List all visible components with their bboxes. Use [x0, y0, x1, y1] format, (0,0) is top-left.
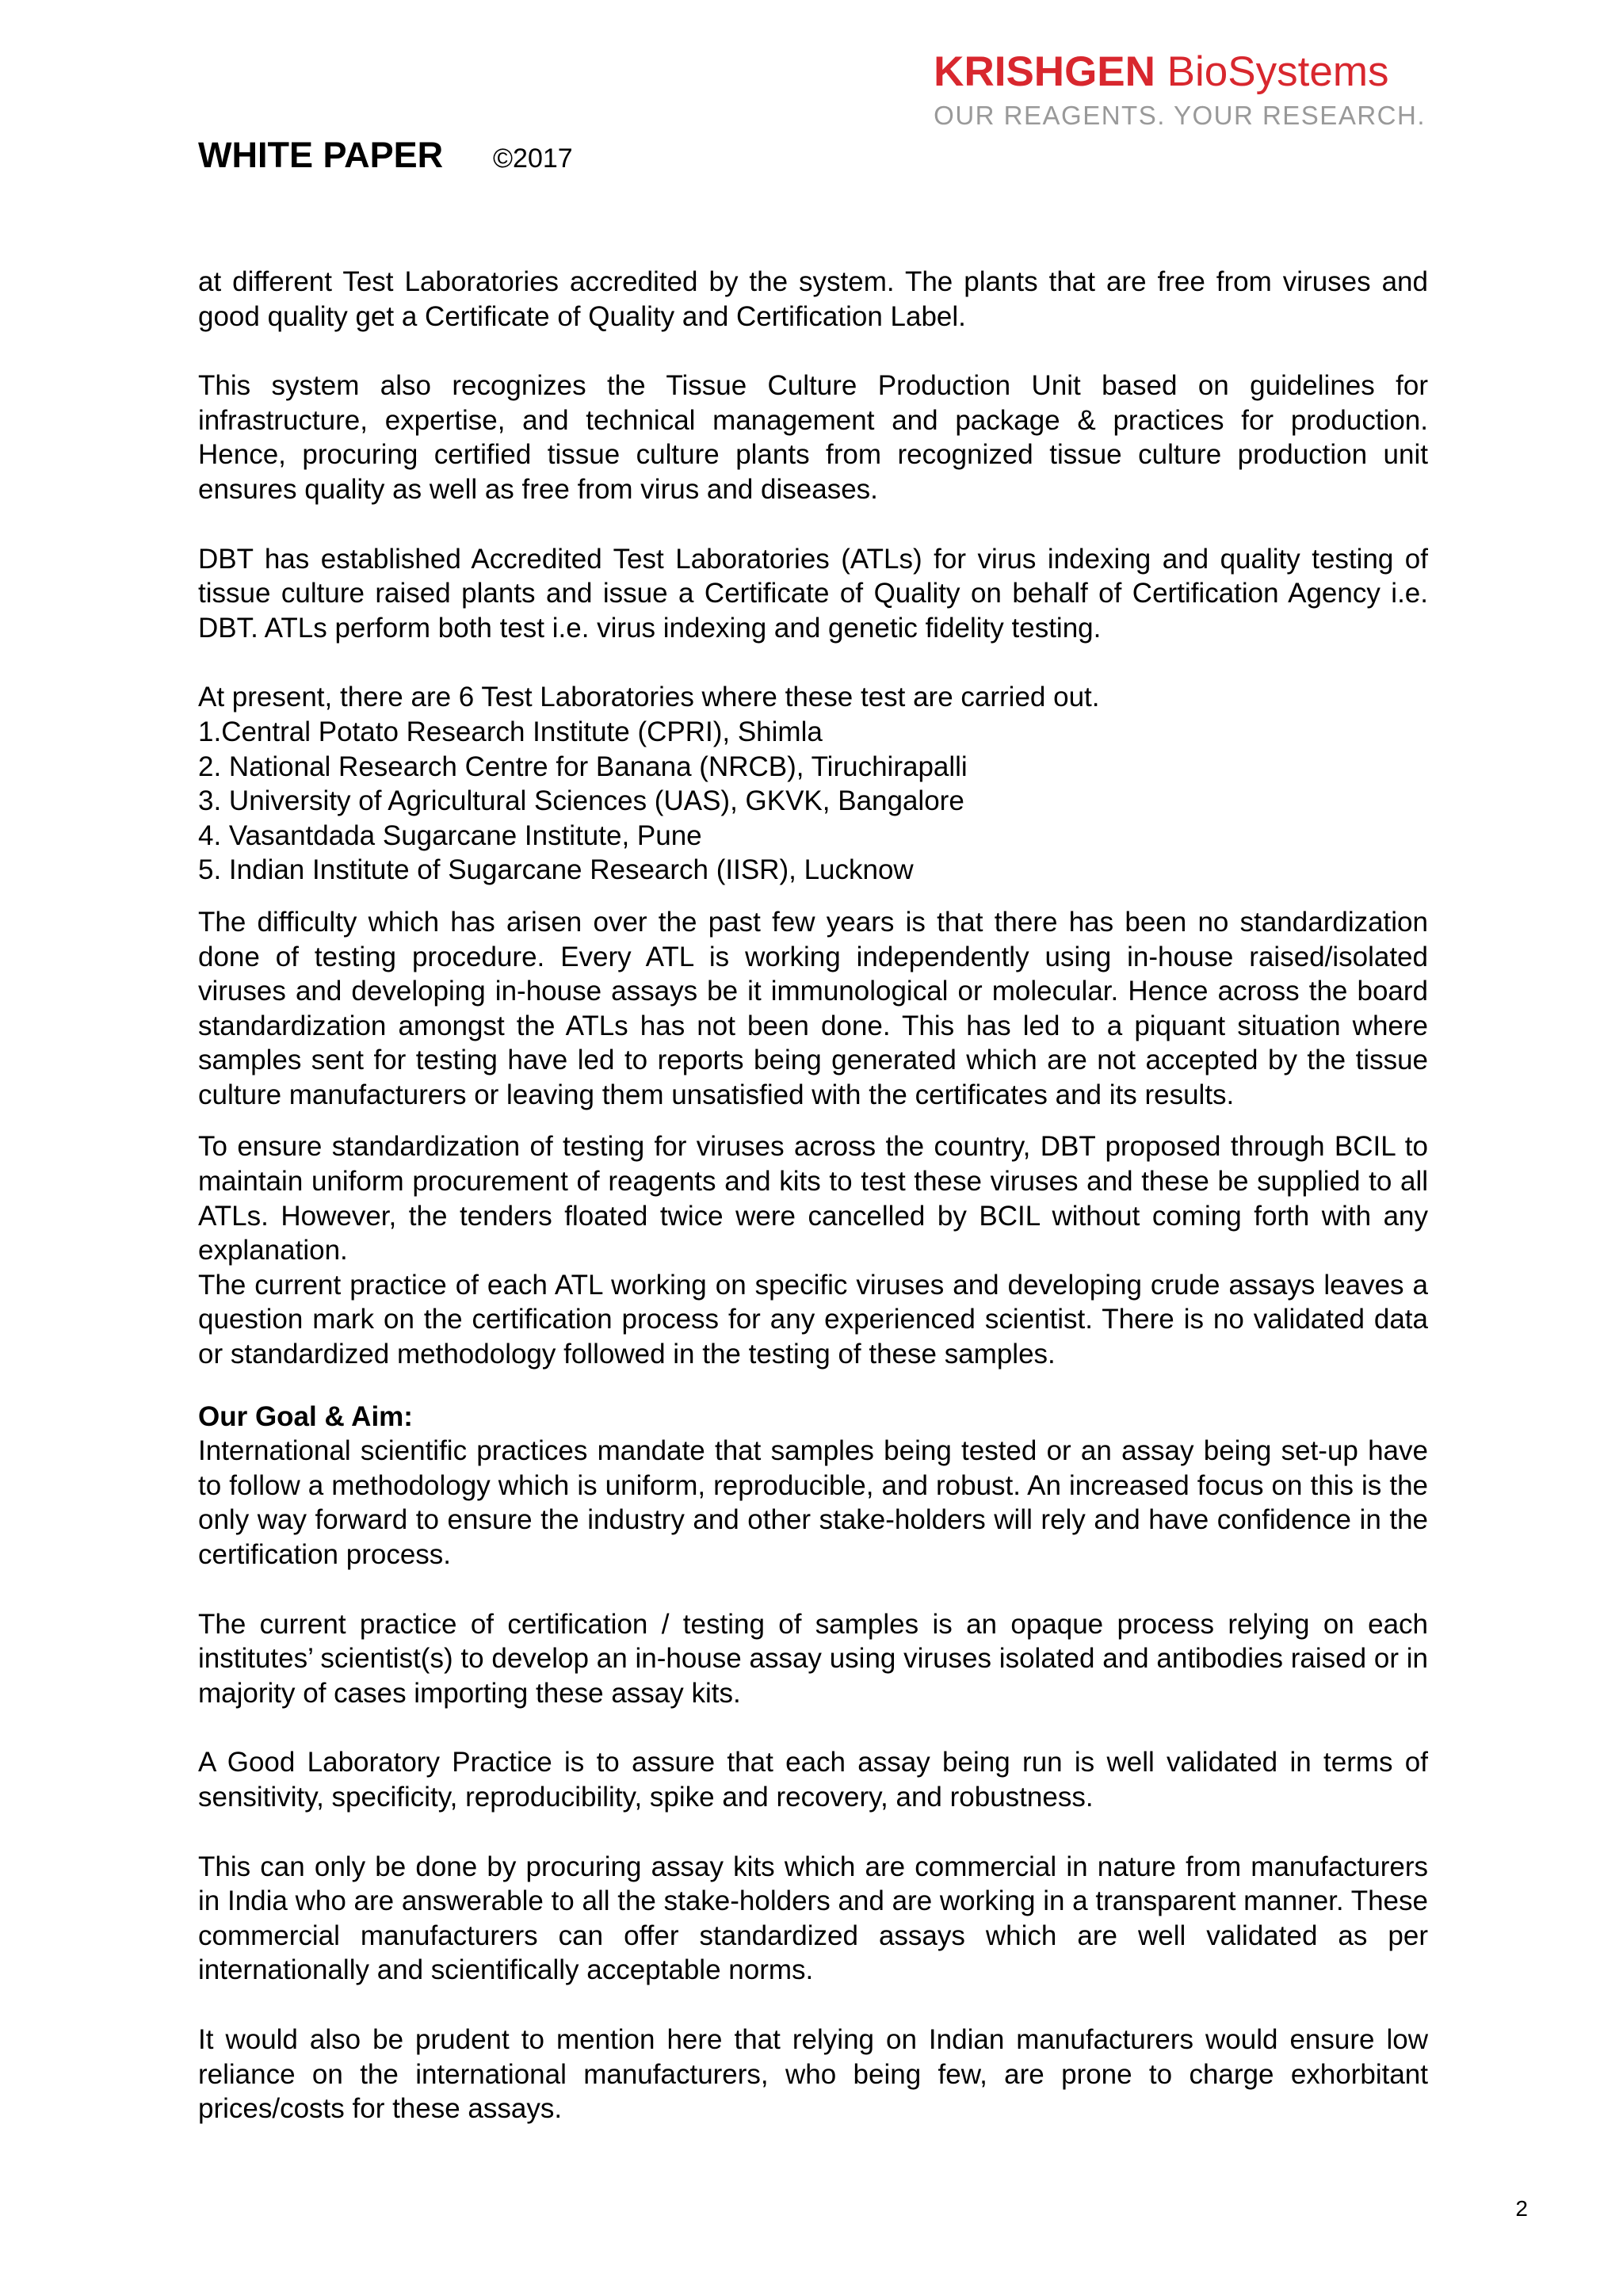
logo-tagline: OUR REAGENTS. YOUR RESEARCH. — [934, 101, 1426, 130]
paragraph: International scientific practices mandate that samples being tested or an assay being set-up have to follow a methodology which is uniform, reproducible, and robust. An increased focus on this is the only way forward to ensure the industry and other stake-holders will rely and have confidence in the certification process. — [198, 1435, 1428, 1570]
document-title: WHITE PAPER — [198, 135, 444, 175]
copyright-year: ©2017 — [493, 143, 573, 174]
list-item: 1.Central Potato Research Institute (CPRI), Shimla — [198, 716, 823, 747]
list-item: 2. National Research Centre for Banana (NRCB), Tiruchirapalli — [198, 751, 968, 782]
paragraph: It would also be prudent to mention here that relying on Indian manufacturers would ensure low reliance on the international manufacturers, who being few, are prone to charge exhorbitant prices/costs for these assays. — [198, 2023, 1428, 2125]
list-item: 3. University of Agricultural Sciences (UAS), GKVK, Bangalore — [198, 785, 964, 817]
paragraph: The current practice of each ATL working on specific viruses and developing crude assays leaves a question mark on the certification process for any experienced scientist. There is no validated data or standardized methodology followed in the testing of these samples. — [198, 1269, 1428, 1370]
logo-wordmark — [934, 46, 1426, 98]
logo-bold-text: KRISHGEN — [934, 48, 1155, 95]
paragraph: at different Test Laboratories accredited by the system. The plants that are free from viruses and good quality get a Certificate of Quality and Certification Label. — [198, 266, 1428, 332]
paragraph: The current practice of certification / testing of samples is an opaque process relying on each institutes’ scientist(s) to develop an in-house assay using viruses isolated and antibodies raised or in majority of cases importing these assay kits. — [198, 1608, 1428, 1709]
list-intro: At present, there are 6 Test Laboratories where these test are carried out. — [198, 682, 1100, 713]
list-item: 4. Vasantdada Sugarcane Institute, Pune — [198, 819, 702, 851]
paragraph: The difficulty which has arisen over the past few years is that there has been no standardization done of testing procedure. Every ATL is working independently using in-house raised/isolated viruses and developing in-house assays be it immunological or molecular. Hence across the board standardization amongst the ATLs has not been done. This has led to a piquant situation where samples sent for testing have led to reports being generated which are not accepted by the tissue culture manufacturers or leaving them unsatisfied with the certificates and its results. — [198, 906, 1428, 1110]
logo-light-text: BioSystems — [1167, 48, 1389, 95]
page-number: 2 — [1515, 2196, 1528, 2221]
paragraph: To ensure standardization of testing for viruses across the country, DBT proposed through BCIL to maintain uniform procurement of reagents and kits to test these viruses and these be supplied to all ATLs. However, the tenders floated twice were cancelled by BCIL without coming forth with any explanation. — [198, 1131, 1428, 1266]
paragraph: A Good Laboratory Practice is to assure that each assay being run is well validated in terms of sensitivity, specificity, reproducibility, spike and recovery, and robustness. — [198, 1747, 1428, 1813]
company-logo — [934, 46, 1426, 132]
paragraph: DBT has established Accredited Test Laboratories (ATLs) for virus indexing and quality testing of tissue culture raised plants and issue a Certificate of Quality on behalf of Certification Agency i.e. DBT. ATLs perform both test i.e. virus indexing and genetic fidelity testing. — [198, 543, 1428, 644]
section-heading: Our Goal & Aim: — [198, 1400, 413, 1432]
document-body — [198, 265, 1428, 2126]
laboratory-list — [198, 715, 1428, 888]
list-item: 5. Indian Institute of Sugarcane Research (IISR), Lucknow — [198, 854, 914, 886]
paragraph: This can only be done by procuring assay kits which are commercial in nature from manufacturers in India who are answerable to all the stake-holders and are working in a transparent manner. These commercial manufacturers can offer standardized assays which are well validated as per internationally and scientifically acceptable norms. — [198, 1851, 1428, 1986]
paragraph: This system also recognizes the Tissue Culture Production Unit based on guidelines for infrastructure, expertise, and technical management and package & practices for production. Hence, procuring certified tissue culture plants from recognized tissue culture production unit ensures quality as well as free from virus and diseases. — [198, 370, 1428, 505]
